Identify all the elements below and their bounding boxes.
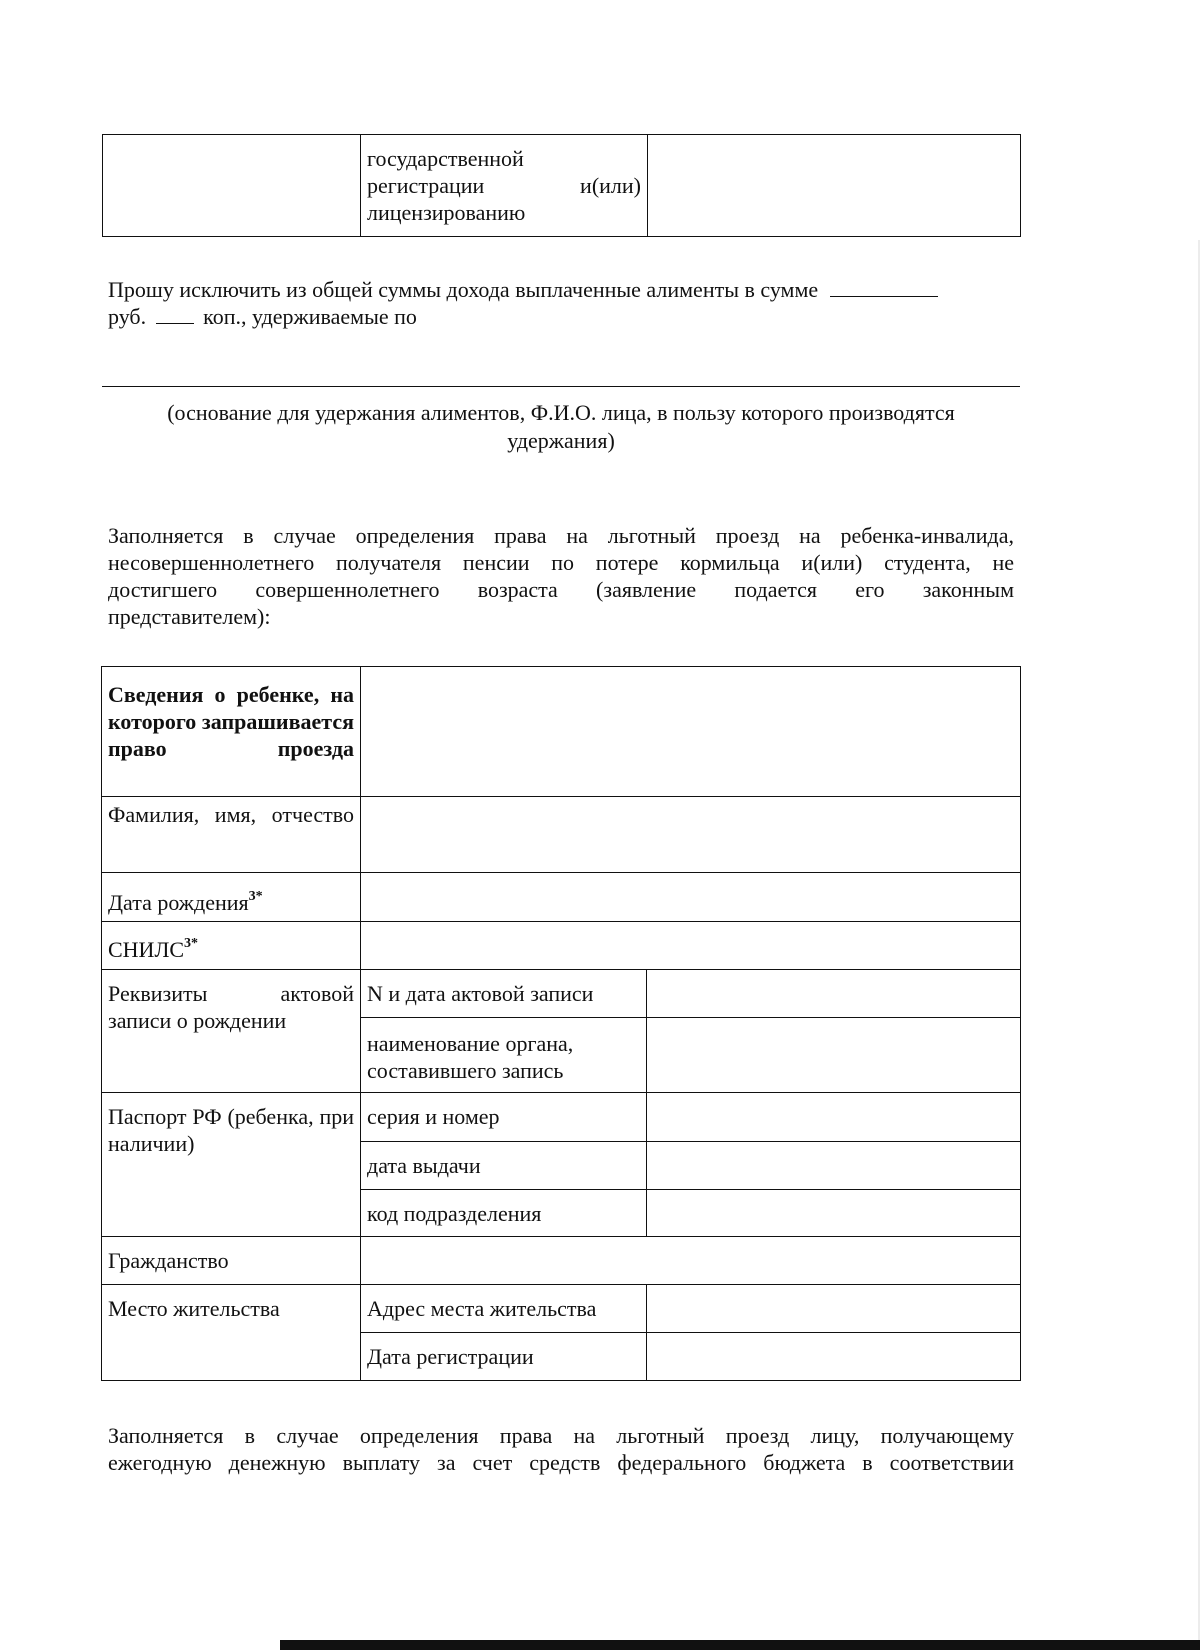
residence-reg-date-label: Дата регистрации — [367, 1344, 534, 1369]
birth-record-number-label: N и дата актовой записи — [367, 981, 594, 1006]
passport-issue-date-label-cell — [361, 1142, 647, 1190]
alimony-line-1-text: Прошу исключить из общей суммы дохода выплаченные алименты в сумме — [108, 277, 819, 302]
child-citizenship-value[interactable] — [361, 1237, 1021, 1285]
child-intro-line-1: Заполняется в случае определения права на льготный проезд на ребенка-инвалида, — [108, 523, 1014, 548]
child-birth-record-label: Реквизиты актовой записи о рождении — [108, 981, 354, 1033]
child-intro-paragraph — [108, 522, 1014, 630]
birth-record-org-label-cell — [361, 1018, 647, 1093]
residence-address-label: Адрес места жительства — [367, 1296, 597, 1321]
snils-footnote: 3* — [184, 936, 199, 951]
birth-date-footnote: 3* — [248, 889, 263, 904]
birth-record-number-value[interactable] — [647, 970, 1021, 1018]
residence-reg-date-label-cell — [361, 1333, 647, 1381]
passport-issue-date-value[interactable] — [647, 1142, 1021, 1190]
child-snils-value[interactable] — [361, 922, 1021, 970]
alimony-line-2-text: коп., удерживаемые по — [203, 304, 417, 329]
scan-edge-bottom — [280, 1640, 1200, 1650]
child-fio-value[interactable] — [361, 797, 1021, 873]
passport-series-label-cell — [361, 1093, 647, 1142]
passport-series-value[interactable] — [647, 1093, 1021, 1142]
child-snils-label-cell — [102, 922, 361, 970]
child-fio-label-wrap — [108, 801, 354, 828]
child-passport-label-cell — [102, 1093, 361, 1237]
passport-dept-code-label-cell — [361, 1190, 647, 1237]
alimony-basis-caption — [102, 399, 1020, 455]
child-citizenship-label-cell — [102, 1237, 361, 1285]
child-intro-line-4: представителем): — [108, 604, 271, 629]
residence-address-value[interactable] — [647, 1285, 1021, 1333]
child-fio-label-cell — [102, 797, 361, 873]
birth-record-org-label: наименование органа, составившего запись — [367, 1031, 574, 1083]
child-table-header — [102, 667, 361, 797]
child-table-header-text: Сведения о ребенке, на которого запрашивается право проезда — [108, 682, 354, 761]
alimony-basis-line[interactable] — [102, 386, 1020, 387]
top-table-cell-left — [103, 135, 361, 237]
child-birth-date-value[interactable] — [361, 873, 1021, 922]
annual-payment-paragraph — [108, 1422, 1014, 1476]
child-fio-label: Фамилия, имя, отчество — [108, 802, 354, 827]
passport-dept-code-label: код подразделения — [367, 1201, 542, 1226]
annual-payment-line-1: Заполняется в случае определения права на льготный проезд лицу, получающему — [108, 1423, 1014, 1448]
child-intro-line-2: несовершеннолетнего получателя пенсии по потере кормильца и(или) студента, не — [108, 550, 1014, 575]
passport-issue-date-label: дата выдачи — [367, 1153, 481, 1178]
alimony-caption-line-2: удержания) — [507, 428, 615, 453]
top-cell-line-3: лицензированию — [367, 200, 526, 225]
child-birth-date-label: Дата рождения — [108, 890, 249, 915]
child-citizenship-label: Гражданство — [108, 1248, 229, 1273]
child-residence-label-cell — [102, 1285, 361, 1381]
top-table-cell-right[interactable] — [648, 135, 1021, 237]
birth-record-number-label-cell — [361, 970, 647, 1018]
alimony-line-1 — [108, 276, 1018, 303]
alimony-line-2 — [108, 303, 1018, 330]
residence-address-label-cell — [361, 1285, 647, 1333]
alimony-caption-line-1: (основание для удержания алиментов, Ф.И.О. лица, в пользу которого производятся — [167, 400, 955, 425]
top-table — [102, 134, 1021, 237]
birth-record-org-value[interactable] — [647, 1018, 1021, 1093]
top-table-cell-middle — [361, 135, 648, 237]
alimony-sum-blank[interactable] — [830, 276, 938, 297]
passport-dept-code-value[interactable] — [647, 1190, 1021, 1237]
child-intro-line-3: достигшего совершеннолетнего возраста (заявление подается его законным — [108, 577, 1014, 602]
residence-reg-date-value[interactable] — [647, 1333, 1021, 1381]
top-cell-line-1: государственной — [367, 146, 524, 171]
alimony-rub-label: руб. — [108, 304, 147, 329]
passport-series-label: серия и номер — [367, 1104, 500, 1129]
child-residence-label: Место жительства — [108, 1296, 280, 1321]
alimony-request — [108, 276, 1018, 330]
top-cell-line-2: регистрации и(или) — [367, 173, 641, 198]
child-birth-date-label-cell — [102, 873, 361, 922]
child-table-header-value[interactable] — [361, 667, 1021, 797]
child-snils-label: СНИЛС — [108, 937, 185, 962]
child-passport-label: Паспорт РФ (ребенка, при наличии) — [108, 1104, 354, 1156]
annual-payment-line-2: ежегодную денежную выплату за счет средств федерального бюджета в соответствии — [108, 1450, 1014, 1475]
child-info-table — [101, 666, 1021, 1381]
child-birth-record-label-cell — [102, 970, 361, 1093]
alimony-kop-blank[interactable] — [156, 303, 194, 324]
